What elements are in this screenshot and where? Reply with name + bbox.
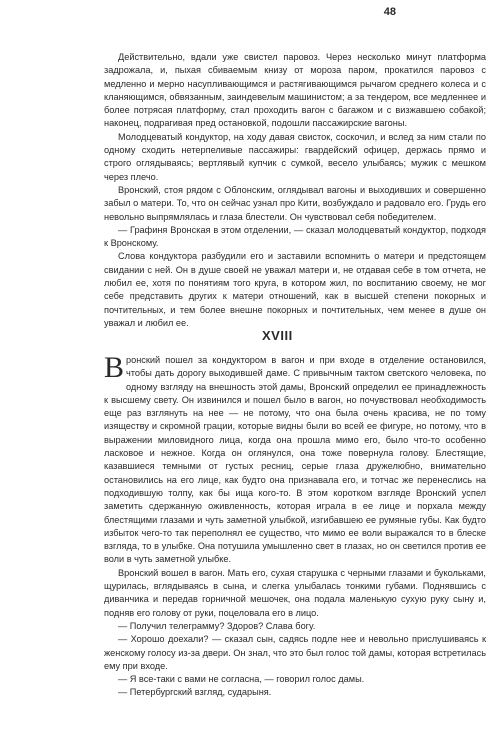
paragraph: — Получил телеграмму? Здоров? Слава богу. [118,620,316,631]
drop-cap: В [104,351,125,384]
paragraph: Действительно, вдали уже свистел паровоз. Через несколько минут платформа задрожала, и, пыхая сбиваемым книзу от мороза паром, прокатился паровоз с медленно и мерно насупливающимся и растягивающимся рычагом среднего колеса и с кланяющимся, обвязанным, заиндевелым машинистом; а за тендером, все медленнее и более потрясая платформу, стал проходить вагон с багажом и с визжавшею собакой; наконец, подрагивая пред остановкой, подошли пассажирские вагоны. [104,52,486,129]
paragraph: Вронский вошел в вагон. Мать его, сухая старушка с черными глазами и букольками, щурилась, вглядываясь в сына, и слегка улыбалась тонкими губами. Поднявшись с диванчика и передав горничной мешочек, она подала маленькую сухую руку сыну и, подняв его голову от руки, поцеловала его в лицо. [104,567,486,618]
chapter-text-block [104,351,486,700]
paragraph: — Хорошо доехали? — сказал сын, садясь подле нее и невольно прислушиваясь к женскому голосу из-за двери. Он знал, что это был голос той дамы, которая встретилась ему при входе. [104,634,486,671]
first-paragraph-text: ронский пошел за кондуктором в вагон и при входе в отделение остановился, чтобы дать дорогу выходившей даме. С привычным тактом светского человека, по одному взгляду на внешность этой дамы, Вронский определил ее принадлежность к высшему свету. Он извинился и пошел было в вагон, но почувствовал необходимость еще раз взглянуть на нее — не потому, что она была очень красива, не по тому изяществу и скромной грации, которые видны были во всей ее фигуре, но потому, что в выражении миловидного лица, когда она прошла мимо его, было что-то особенно ласковое и нежное. Когда он оглянулся, она тоже повернула голову. Блестящие, казавшиеся темными от густых ресниц, серые глаза дружелюбно, внимательно остановились на его лице, как будто она признавала его, и тотчас же перенеслись на подходившую толпу, как бы ища кого-то. В этом коротком взгляде Вронский успел заметить сдержанную оживленность, которая играла в ее лице и порхала между блестящими глазами и чуть заметной улыбкой, изгибавшею ее румяные губы. Как будто избыток чего-то так переполнял ее существо, что мимо ее воли выражался то в блеске взгляда, то в улыбке. Она потушила умышленно свет в глазах, но он светился против ее воли в чуть заметной улыбке. [104,355,486,565]
paragraph: — Я все-таки с вами не согласна, — говорил голос дамы. [118,674,365,685]
paragraph: Молодцеватый кондуктор, на ходу давая свисток, соскочил, и вслед за ним стали по одному сходить нетерпеливые пассажиры: гвардейский офицер, держась прямо и строго оглядываясь; вертлявый купчик с сумкой, весело улыбаясь; мужик с мешком через плечо. [104,131,486,182]
chapter-first-paragraph [104,351,486,567]
top-text-block [104,51,486,330]
paragraph: — Графиня Вронская в этом отделении, — сказал молодцеватый кондуктор, подходя к Вронскому. [104,224,486,249]
paragraph: Вронский, стоя рядом с Облонским, оглядывал вагоны и выходивших и совершенно забыл о матери. То, что он сейчас узнал про Кити, возбуждало и радовало его. Грудь его невольно выпрямлялась и глаза блестели. Он чувствовал себя победителем. [104,184,486,222]
paragraph: Слова кондуктора разбудили его и заставили вспомнить о матери и предстоящем свидании с ней. Он в душе своей не уважал матери и, не отдавая себе в том отчета, не любил ее, хотя по понятиям того круга, в котором жил, по воспитанию своему, не мог себе представить других к матери отношений, как в высшей степени покорных и почтительных, и тем более внешне покорных и почтительных, чем менее в душе он уважал и любил ее. [104,251,486,328]
page-number: 48 [383,6,396,18]
chapter-title: XVIII [262,328,293,343]
paragraph: — Петербургский взгляд, сударыня. [118,687,272,698]
